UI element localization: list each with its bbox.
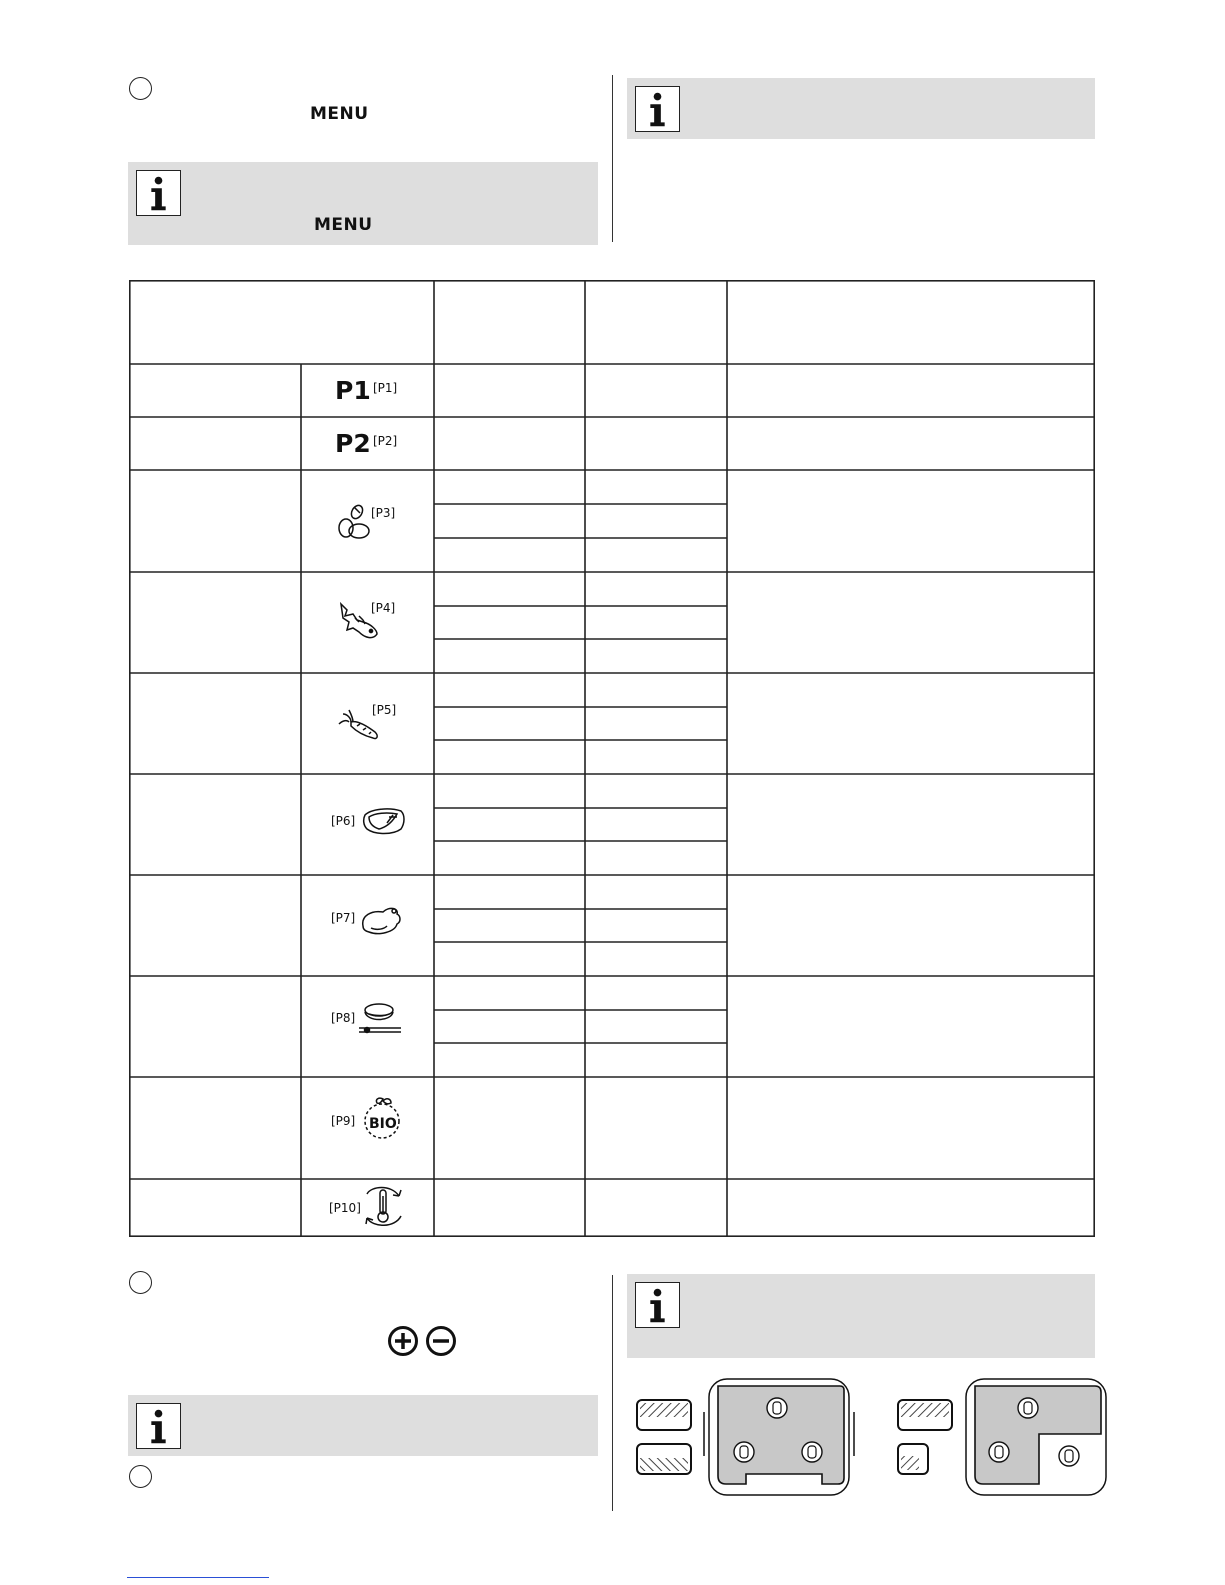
program-tag: [P8] — [331, 1011, 356, 1025]
plus-circle-icon — [387, 1325, 419, 1357]
program-tag: [P9] — [331, 1114, 356, 1128]
partial-tray-icon — [897, 1378, 1107, 1498]
program-tag: [P7] — [331, 911, 356, 925]
info-note-1 — [128, 162, 598, 245]
program-code: P1 — [335, 376, 371, 405]
info-icon — [136, 1403, 181, 1449]
program-table — [129, 280, 1095, 1237]
step-marker-2 — [129, 1271, 152, 1294]
step-marker-1 — [129, 77, 152, 100]
menu-button-label: MENU — [310, 104, 369, 124]
footer-link-underline — [127, 1577, 269, 1578]
bio-badge: BIO — [369, 1116, 397, 1132]
menu-button-label: MENU — [314, 215, 373, 235]
minus-circle-icon — [425, 1325, 457, 1357]
column-divider — [612, 1275, 613, 1511]
program-tag: [P5] — [372, 703, 397, 717]
program-tag: [P2] — [373, 434, 398, 448]
info-icon — [136, 170, 181, 216]
program-tag: [P6] — [331, 814, 356, 828]
info-icon — [635, 86, 680, 132]
info-icon — [635, 1282, 680, 1328]
info-note-4 — [627, 1274, 1095, 1358]
program-tag: [P3] — [371, 506, 396, 520]
program-tag: [P4] — [371, 601, 396, 615]
program-tag: [P1] — [373, 381, 398, 395]
step-marker-3 — [129, 1465, 152, 1488]
info-note-2 — [627, 78, 1095, 139]
column-divider — [612, 75, 613, 242]
program-table-grid — [129, 280, 1095, 1237]
program-code: P2 — [335, 429, 371, 458]
full-tray-icon — [636, 1378, 856, 1498]
info-note-3 — [128, 1395, 598, 1456]
program-tag: [P10] — [329, 1201, 361, 1215]
